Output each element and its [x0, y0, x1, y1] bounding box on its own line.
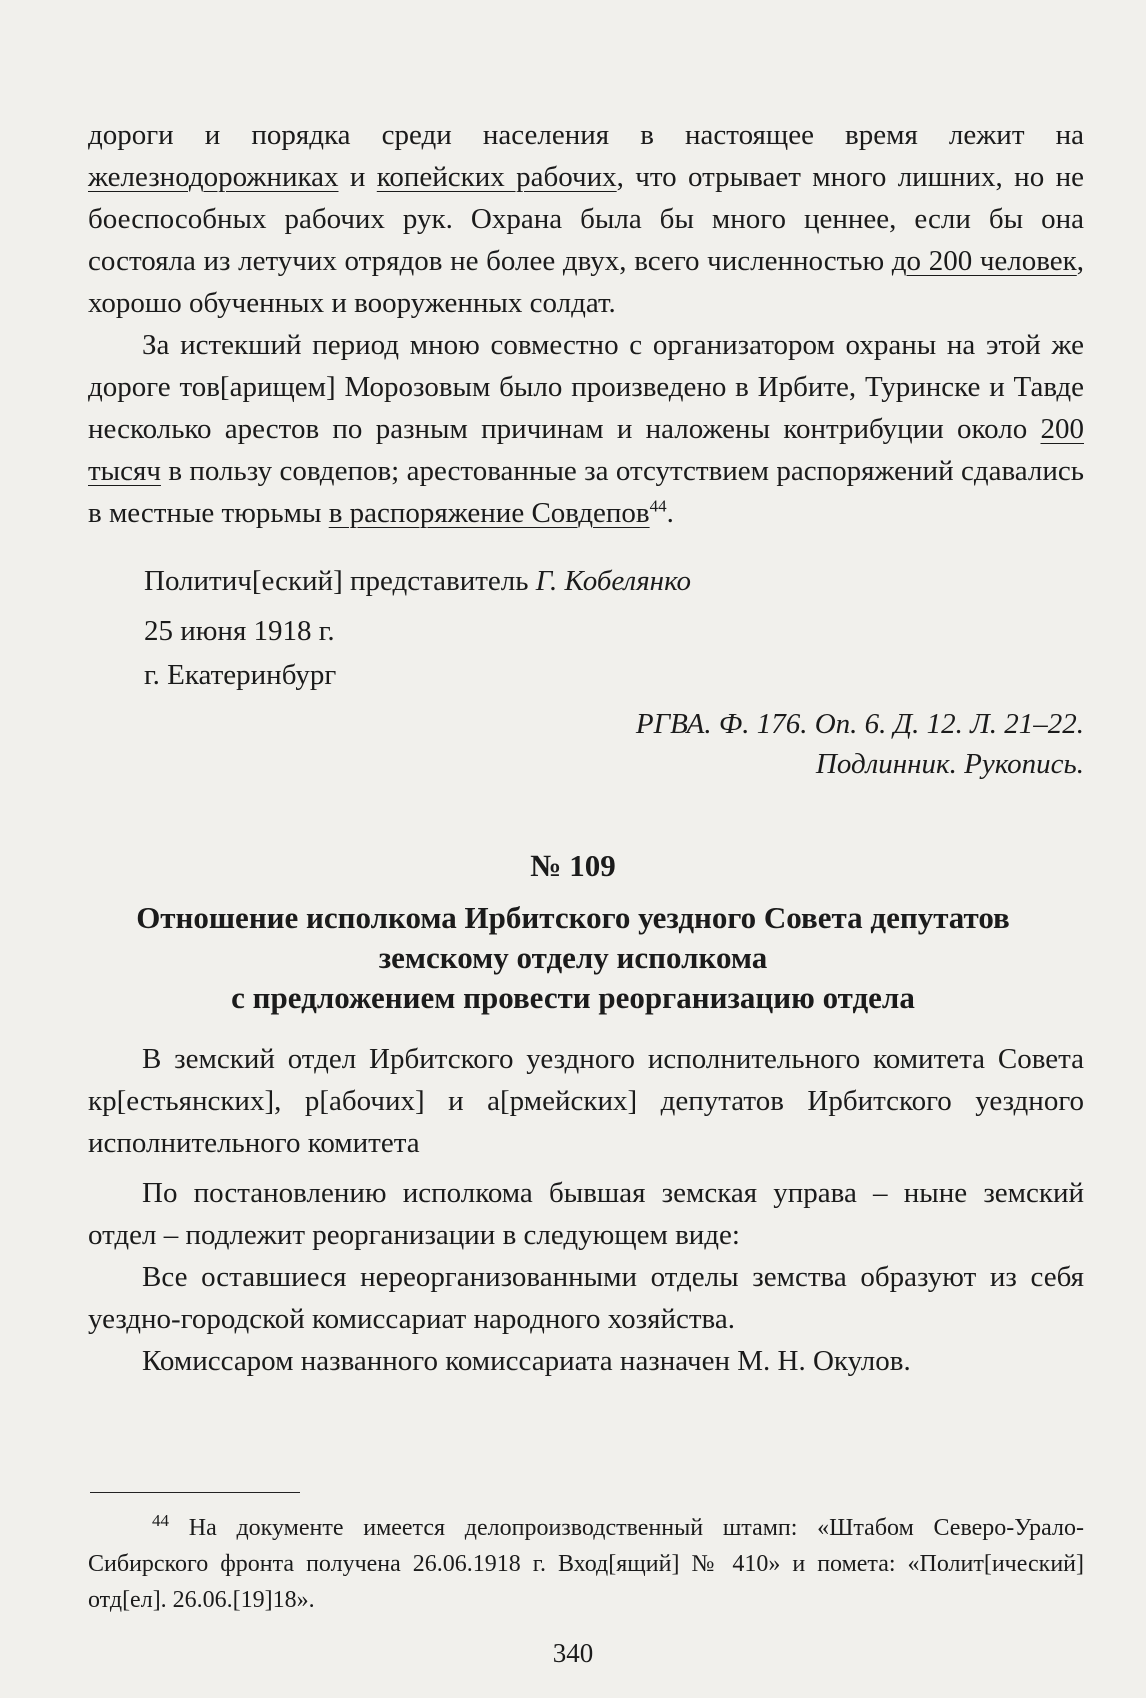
document-title-line-2: земскому отделу исполкома: [378, 940, 768, 975]
paragraph-resolution: По постановлению исполкома бывшая земская управа – ныне земский отдел – подлежит реорганизации в следующем виде:: [88, 1177, 1084, 1251]
text-run: , что отрывает много лишних, но не боеспособных рабочих рук. Охрана была бы много ценнее, если бы она состояла из летучих отрядов не более двух, всего численностью: [88, 161, 1084, 277]
document-number: № 109: [530, 848, 616, 883]
archive-note: Подлинник. Рукопись.: [815, 748, 1084, 780]
paragraph-arrests: [88, 324, 1084, 534]
footnote-text: На документе имеется делопроизводственный штамп: «Штабом Северо-Урало-Сибирского фронта получена 26.06.1918 г. Вход[ящий] № 410» и помета: «Полит[ический] отд[ел]. 26.06.[19]18».: [88, 1515, 1084, 1613]
archive-source: РГВА. Ф. 176. Оп. 6. Д. 12. Л. 21–22.: [635, 708, 1084, 740]
footnote: [88, 1510, 1084, 1618]
text-run: и: [338, 161, 377, 193]
paragraph-continuation: [88, 114, 1084, 324]
text-run: , хорошо обученных и вооруженных солдат.: [88, 245, 1084, 319]
underlined-text: до 200 человек: [891, 245, 1077, 277]
text-run: дороги и порядка среди населения в настоящее время лежит на: [88, 119, 1084, 151]
paragraph-commissar: Комиссаром названного комиссариата назначен М. Н. Окулов.: [142, 1345, 911, 1377]
text-run: в пользу совдепов; арестованные за отсутствием распоряжений сдавались в местные тюрьмы: [88, 455, 1084, 529]
underlined-text: копейских рабочих: [376, 161, 617, 193]
text-run: За истекший период мною совместно с организатором охраны на этой же дороге тов[арищем] Морозовым было произведено в Ирбите, Туринске и Тавде несколько арестов по разным причинам и наложены контрибуции около: [88, 329, 1084, 445]
footnote-marker: 44: [152, 1511, 169, 1530]
signature-name: Г. Кобелянко: [535, 565, 692, 597]
signature-date: 25 июня 1918 г.: [144, 615, 335, 647]
footnote-ref: 44: [649, 496, 667, 516]
signature-role: [144, 560, 691, 602]
document-title-line-1: Отношение исполкома Ирбитского уездного Совета депутатов: [136, 900, 1010, 935]
footnote-separator: [90, 1492, 300, 1493]
signature-place: г. Екатеринбург: [144, 659, 337, 691]
signature-role-text: Политич[еский] представитель: [144, 565, 536, 597]
underlined-text: 200 тысяч: [88, 413, 1084, 487]
page-number: 340: [552, 1638, 594, 1668]
underlined-text: в распоряжение Совдепов: [328, 497, 650, 529]
underlined-text: железнодорожниках: [88, 161, 339, 193]
document-title-line-3: с предложением провести реорганизацию отдела: [231, 980, 915, 1015]
text-run: .: [666, 497, 674, 529]
paragraph-reorganization: Все оставшиеся нереорганизованными отделы земства образуют из себя уездно-городской комиссариат народного хозяйства.: [88, 1261, 1084, 1335]
document-address: В земский отдел Ирбитского уездного исполнительного комитета Совета кр[естьянских], р[абочих] и а[рмейских] депутатов Ирбитского уездного исполнительного комитета: [88, 1043, 1084, 1159]
